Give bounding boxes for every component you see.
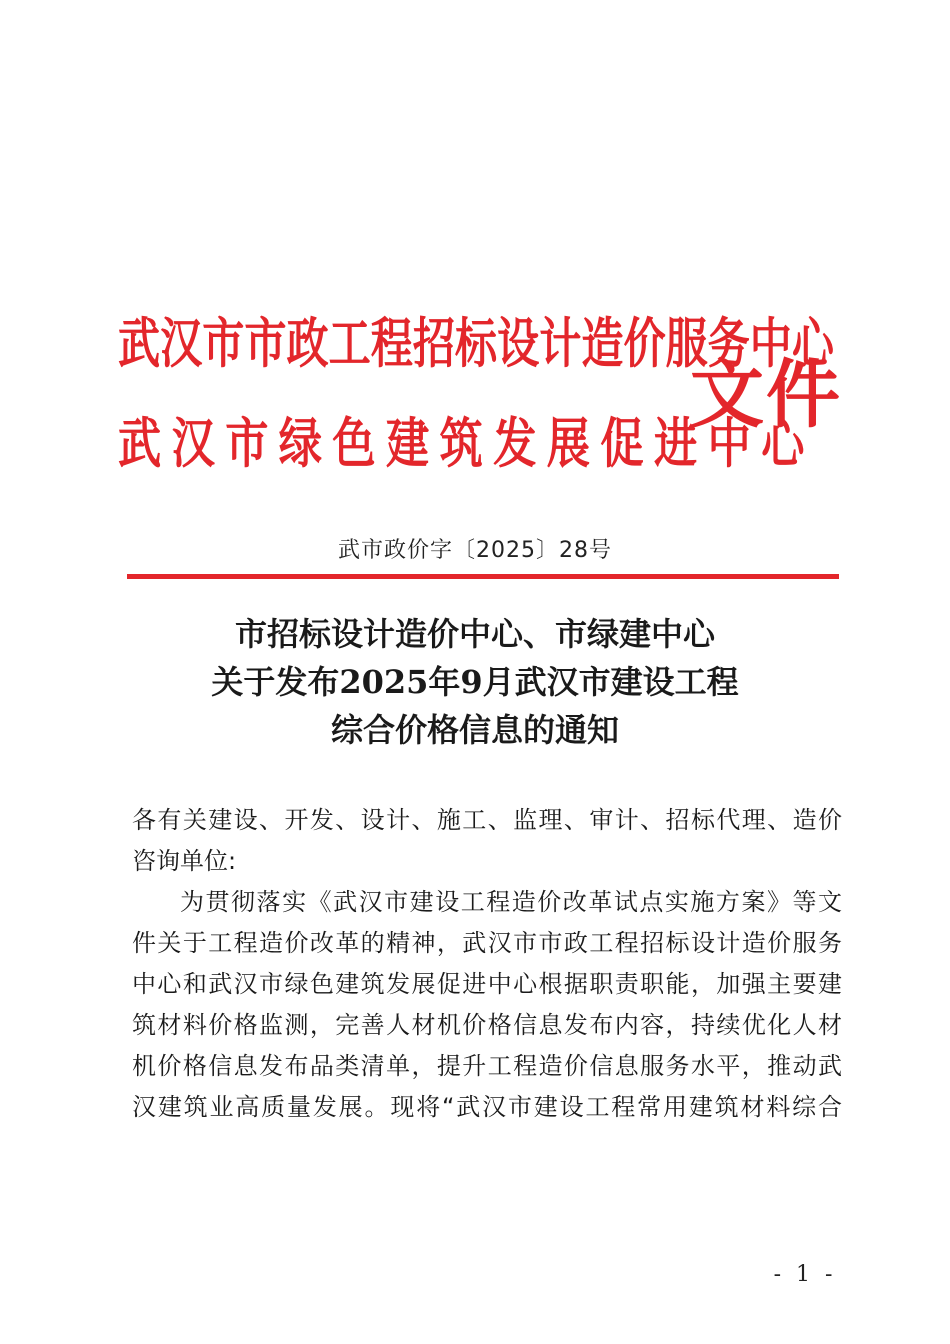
masthead bbox=[118, 300, 848, 490]
paragraph-line-2: 件关于工程造价改革的精神，武汉市市政工程招标设计造价服务 bbox=[132, 929, 842, 957]
issuer-name-2: 武汉市绿色建筑发展促进中心 bbox=[118, 411, 815, 475]
paragraph-line-1: 为贯彻落实《武汉市建设工程造价改革试点实施方案》等文 bbox=[180, 888, 842, 916]
document-body bbox=[132, 800, 842, 1128]
issuer-name-1: 武汉市市政工程招标设计造价服务中心 bbox=[118, 311, 835, 375]
paragraph-line-4: 筑材料价格监测，完善人材机价格信息发布内容，持续优化人材 bbox=[132, 1011, 842, 1039]
document-title bbox=[0, 610, 950, 754]
document-suffix: 文件 bbox=[690, 352, 842, 438]
title-line-3: 综合价格信息的通知 bbox=[330, 711, 619, 749]
salutation-line-1: 各有关建设、开发、设计、施工、监理、审计、招标代理、造价 bbox=[132, 806, 842, 834]
page-number: - 1 - bbox=[773, 1262, 837, 1287]
paragraph-line-6: 汉建筑业高质量发展。现将“武汉市建设工程常用建筑材料综合 bbox=[132, 1093, 842, 1121]
title-line-2: 关于发布2025年9月武汉市建设工程 bbox=[211, 663, 739, 701]
paragraph-line-3: 中心和武汉市绿色建筑发展促进中心根据职责职能，加强主要建 bbox=[132, 970, 842, 998]
salutation-line-2: 咨询单位: bbox=[132, 847, 237, 875]
red-divider bbox=[127, 574, 839, 579]
title-line-1: 市招标设计造价中心、市绿建中心 bbox=[234, 615, 715, 653]
paragraph-line-5: 机价格信息发布品类清单，提升工程造价信息服务水平，推动武 bbox=[132, 1052, 842, 1080]
document-number: 武市政价字〔2025〕28号 bbox=[338, 538, 612, 563]
